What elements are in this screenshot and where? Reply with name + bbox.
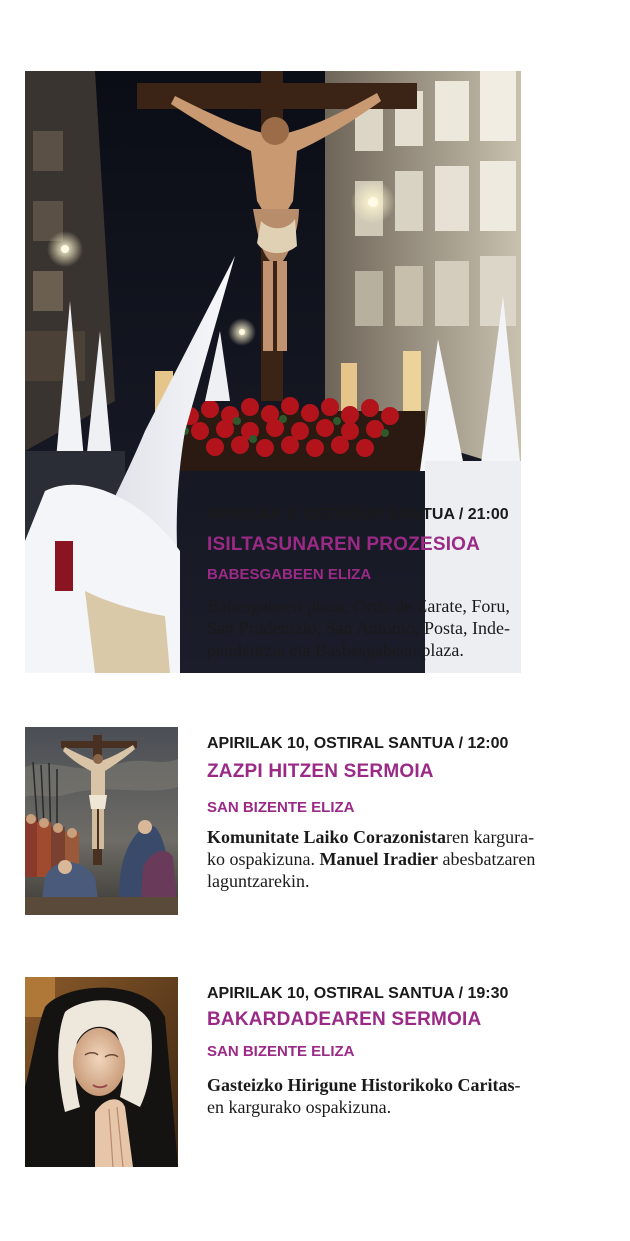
event-3-church: SAN BIZENTE ELIZA — [207, 1043, 355, 1060]
virgin-mary-painting — [25, 977, 178, 1167]
event-3-description — [207, 1074, 521, 1118]
event-1-description — [207, 595, 510, 661]
event-1-date: APIRILAK 9, OSTEGUN SANTUA / 21:00 — [207, 506, 509, 523]
event-3 — [207, 985, 521, 1118]
event-2-date: APIRILAK 10, OSTIRAL SANTUA / 12:00 — [207, 735, 509, 752]
event-3-date: APIRILAK 10, OSTIRAL SANTUA / 19:30 — [207, 985, 509, 1002]
event-1-description-line: Babesgabeen plaza, Ortiz de Zarate, Foru, — [207, 596, 510, 616]
event-1 — [207, 506, 510, 661]
event-2 — [207, 735, 535, 892]
event-3-description-line: en kargurako ospakizuna. — [207, 1097, 392, 1117]
event-3-description-line: Gasteizko Hirigune Historikoko Caritas- — [207, 1075, 521, 1095]
event-2-description — [207, 826, 535, 892]
organizer-name: Komunitate Laiko Corazonista — [207, 827, 447, 847]
event-3-title: BAKARDADEAREN SERMOIA — [207, 1009, 482, 1030]
choir-name: Manuel Iradier — [319, 849, 438, 869]
crucifixion-painting — [25, 727, 178, 915]
event-1-church: BABESGABEEN ELIZA — [207, 566, 372, 583]
event-2-church: SAN BIZENTE ELIZA — [207, 799, 355, 816]
event-1-title: ISILTASUNAREN PROZESIOA — [207, 534, 481, 555]
event-1-description-line: San Prudentzio, San Antonio, Posta, Inde- — [207, 618, 510, 638]
organizer-name: Gasteizko Hirigune Historikoko Caritas — [207, 1075, 515, 1095]
event-2-description-line: ko ospakizuna. Manuel Iradier abesbatzaren — [207, 849, 536, 869]
event-1-description-line: pendentzia eta Basbesgabeen plaza. — [207, 640, 464, 660]
event-2-description-line: laguntzarekin. — [207, 871, 310, 891]
event-2-description-line: Komunitate Laiko Corazonistaren kargura- — [207, 827, 535, 847]
event-2-title: ZAZPI HITZEN SERMOIA — [207, 761, 434, 782]
